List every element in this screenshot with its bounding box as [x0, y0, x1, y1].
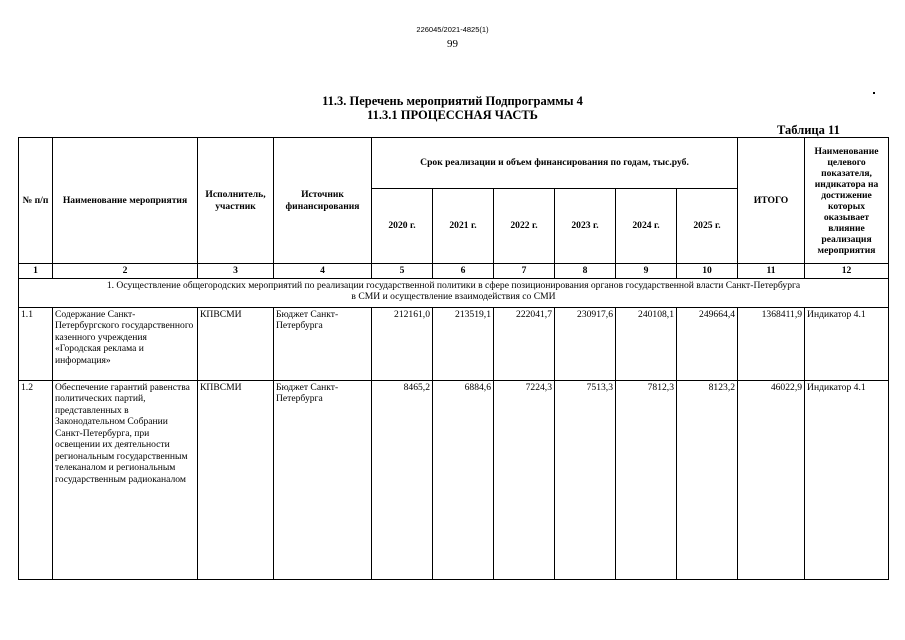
row-indicator: Индикатор 4.1 — [805, 380, 889, 579]
column-number: 12 — [805, 264, 889, 279]
page-title: 11.3. Перечень мероприятий Подпрограммы 4 — [322, 94, 583, 108]
row-value: 7224,3 — [494, 380, 555, 579]
header-year: 2024 г. — [616, 189, 677, 264]
column-number: 11 — [738, 264, 805, 279]
header-year: 2025 г. — [677, 189, 738, 264]
table-row — [19, 307, 889, 380]
document-id: 226045/2021-4825(1) — [416, 25, 489, 34]
row-executor: КПВСМИ — [198, 307, 274, 380]
column-numbers-row — [19, 264, 889, 279]
column-number: 6 — [433, 264, 494, 279]
page-subtitle: 11.3.1 ПРОЦЕССНАЯ ЧАСТЬ — [367, 108, 538, 122]
header-year: 2022 г. — [494, 189, 555, 264]
column-number: 7 — [494, 264, 555, 279]
row-value: 8123,2 — [677, 380, 738, 579]
row-value: 7812,3 — [616, 380, 677, 579]
header-num: № п/п — [19, 138, 53, 264]
table-row — [19, 380, 889, 579]
section-title-line2: в СМИ и осуществление взаимодействия со СМИ — [351, 291, 556, 302]
row-value: 213519,1 — [433, 307, 494, 380]
header-total: ИТОГО — [738, 138, 805, 264]
header-source: Источник финансирования — [274, 138, 372, 264]
row-source: Бюджет Санкт-Петербурга — [274, 307, 372, 380]
activities-table — [18, 137, 889, 580]
column-number: 1 — [19, 264, 53, 279]
column-number: 5 — [372, 264, 433, 279]
row-executor: КПВСМИ — [198, 380, 274, 579]
row-name: Содержание Санкт-Петербургского государственного казенного учреждения «Городская реклама и информация» — [53, 307, 198, 380]
column-number: 3 — [198, 264, 274, 279]
header-year: 2023 г. — [555, 189, 616, 264]
column-number: 9 — [616, 264, 677, 279]
table-header-row-1 — [19, 138, 889, 189]
column-number: 10 — [677, 264, 738, 279]
section-title — [19, 278, 889, 307]
row-value: 7513,3 — [555, 380, 616, 579]
section-row — [19, 278, 889, 307]
row-indicator: Индикатор 4.1 — [805, 307, 889, 380]
header-period: Срок реализации и объем финансирования по годам, тыс.руб. — [372, 138, 738, 189]
header-year: 2021 г. — [433, 189, 494, 264]
header-name: Наименование мероприятия — [53, 138, 198, 264]
row-total: 46022,9 — [738, 380, 805, 579]
row-value: 230917,6 — [555, 307, 616, 380]
row-total: 1368411,9 — [738, 307, 805, 380]
row-num: 1.1 — [19, 307, 53, 380]
row-value: 212161,0 — [372, 307, 433, 380]
column-number: 8 — [555, 264, 616, 279]
row-value: 249664,4 — [677, 307, 738, 380]
table-label: Таблица 11 — [777, 123, 840, 137]
row-num: 1.2 — [19, 380, 53, 579]
header-executor: Исполнитель, участник — [198, 138, 274, 264]
section-title-line1: 1. Осуществление общегородских мероприятий по реализации государственной политики в сфере позиционирования органов государственной власти Санкт-Петербурга — [106, 279, 801, 291]
row-name: Обеспечение гарантий равенства политических партий, представленных в Законодательном Собрании Санкт-Петербурга, при освещении их деятельности региональным государственным телеканалом и региональным государственным радиоканалом — [53, 380, 198, 579]
column-number: 2 — [53, 264, 198, 279]
row-value: 240108,1 — [616, 307, 677, 380]
page-number: 99 — [447, 38, 458, 50]
header-indicator: Наименование целевого показателя, индикатора на достижение которых оказывает влияние реализация мероприятия — [805, 138, 889, 264]
row-value: 222041,7 — [494, 307, 555, 380]
row-value: 6884,6 — [433, 380, 494, 579]
header-year: 2020 г. — [372, 189, 433, 264]
column-number: 4 — [274, 264, 372, 279]
row-source: Бюджет Санкт-Петербурга — [274, 380, 372, 579]
row-value: 8465,2 — [372, 380, 433, 579]
